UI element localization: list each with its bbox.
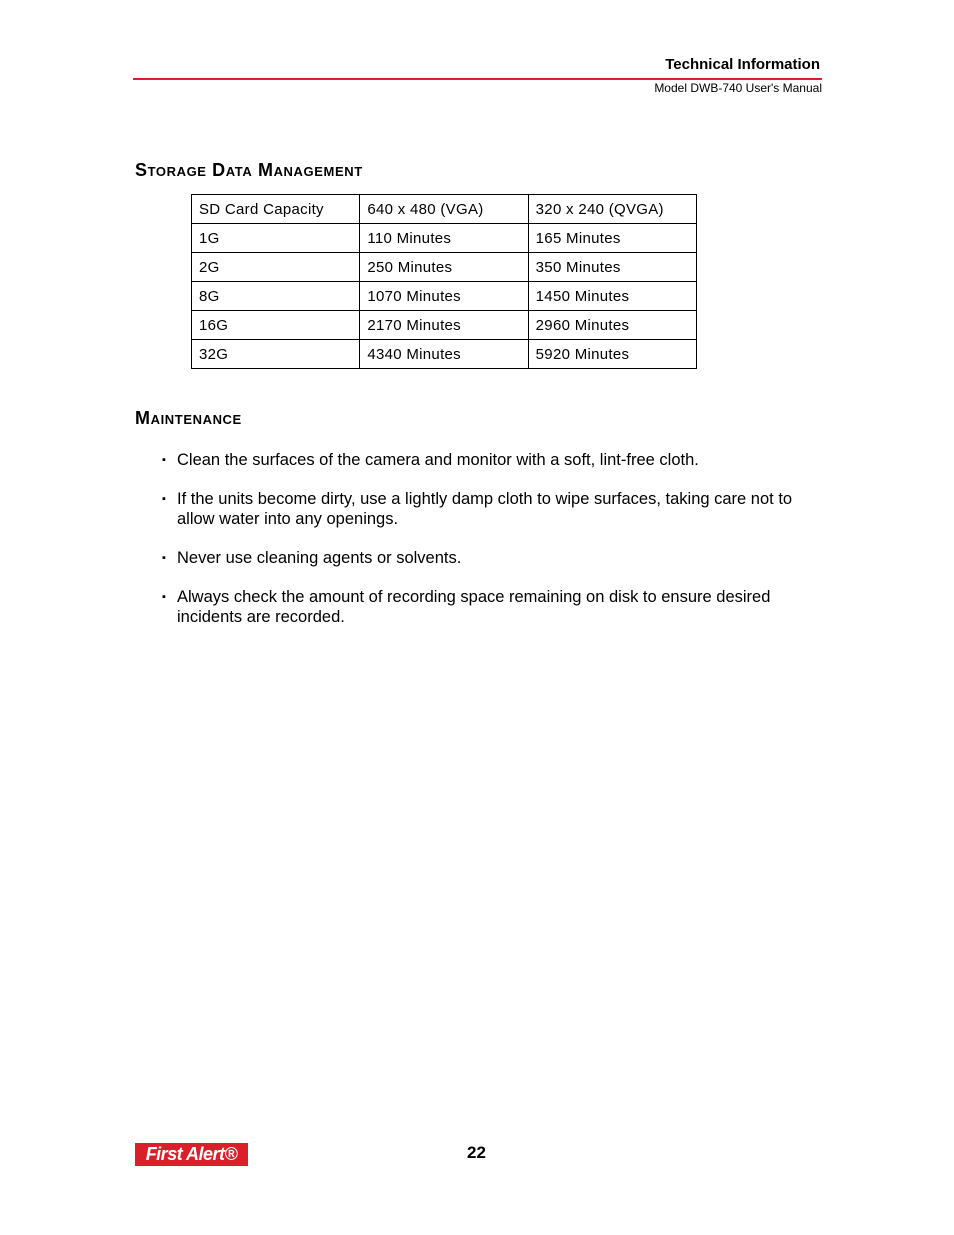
table-cell: 2170 Minutes: [360, 311, 528, 340]
table-cell: 4340 Minutes: [360, 340, 528, 369]
table-row: [192, 282, 697, 311]
table-row: [192, 340, 697, 369]
table-cell: 16G: [192, 311, 360, 340]
bullet-icon: ▪: [162, 591, 166, 603]
table-cell: 165 Minutes: [528, 224, 696, 253]
storage-table: [191, 194, 697, 369]
list-item: [162, 548, 824, 568]
table-row: [192, 224, 697, 253]
first-alert-logo: First Alert®: [135, 1143, 248, 1166]
storage-heading: Storage Data Management: [135, 160, 363, 180]
list-item-text: Always check the amount of recording space remaining on disk to ensure desired incidents are recorded.: [177, 588, 771, 626]
table-cell: 1450 Minutes: [528, 282, 696, 311]
column-header: 640 x 480 (VGA): [360, 195, 528, 224]
header-title: Technical Information: [665, 56, 820, 73]
table-cell: 110 Minutes: [360, 224, 528, 253]
table-cell: 2960 Minutes: [528, 311, 696, 340]
page-number: 22: [467, 1143, 486, 1162]
bullet-icon: ▪: [162, 552, 166, 564]
maintenance-list: [162, 450, 824, 646]
maintenance-heading: Maintenance: [135, 408, 242, 428]
header-rule: [133, 78, 822, 80]
bullet-icon: ▪: [162, 454, 166, 466]
header-subtitle: Model DWB-740 User's Manual: [654, 81, 822, 95]
list-item: [162, 489, 824, 529]
table-cell: 5920 Minutes: [528, 340, 696, 369]
list-item-text: If the units become dirty, use a lightly damp cloth to wipe surfaces, taking care not to allow water into any openings.: [177, 490, 793, 528]
list-item-text: Never use cleaning agents or solvents.: [177, 549, 462, 567]
table-cell: 2G: [192, 253, 360, 282]
table-row: [192, 253, 697, 282]
bullet-icon: ▪: [162, 493, 166, 505]
table-header-row: [192, 195, 697, 224]
list-item: [162, 450, 824, 470]
table-cell: 350 Minutes: [528, 253, 696, 282]
table-cell: 1G: [192, 224, 360, 253]
column-header: 320 x 240 (QVGA): [528, 195, 696, 224]
table-cell: 250 Minutes: [360, 253, 528, 282]
table-cell: 32G: [192, 340, 360, 369]
list-item: [162, 587, 824, 627]
table-row: [192, 311, 697, 340]
column-header: SD Card Capacity: [192, 195, 360, 224]
list-item-text: Clean the surfaces of the camera and monitor with a soft, lint-free cloth.: [177, 451, 699, 469]
table-cell: 8G: [192, 282, 360, 311]
table-cell: 1070 Minutes: [360, 282, 528, 311]
